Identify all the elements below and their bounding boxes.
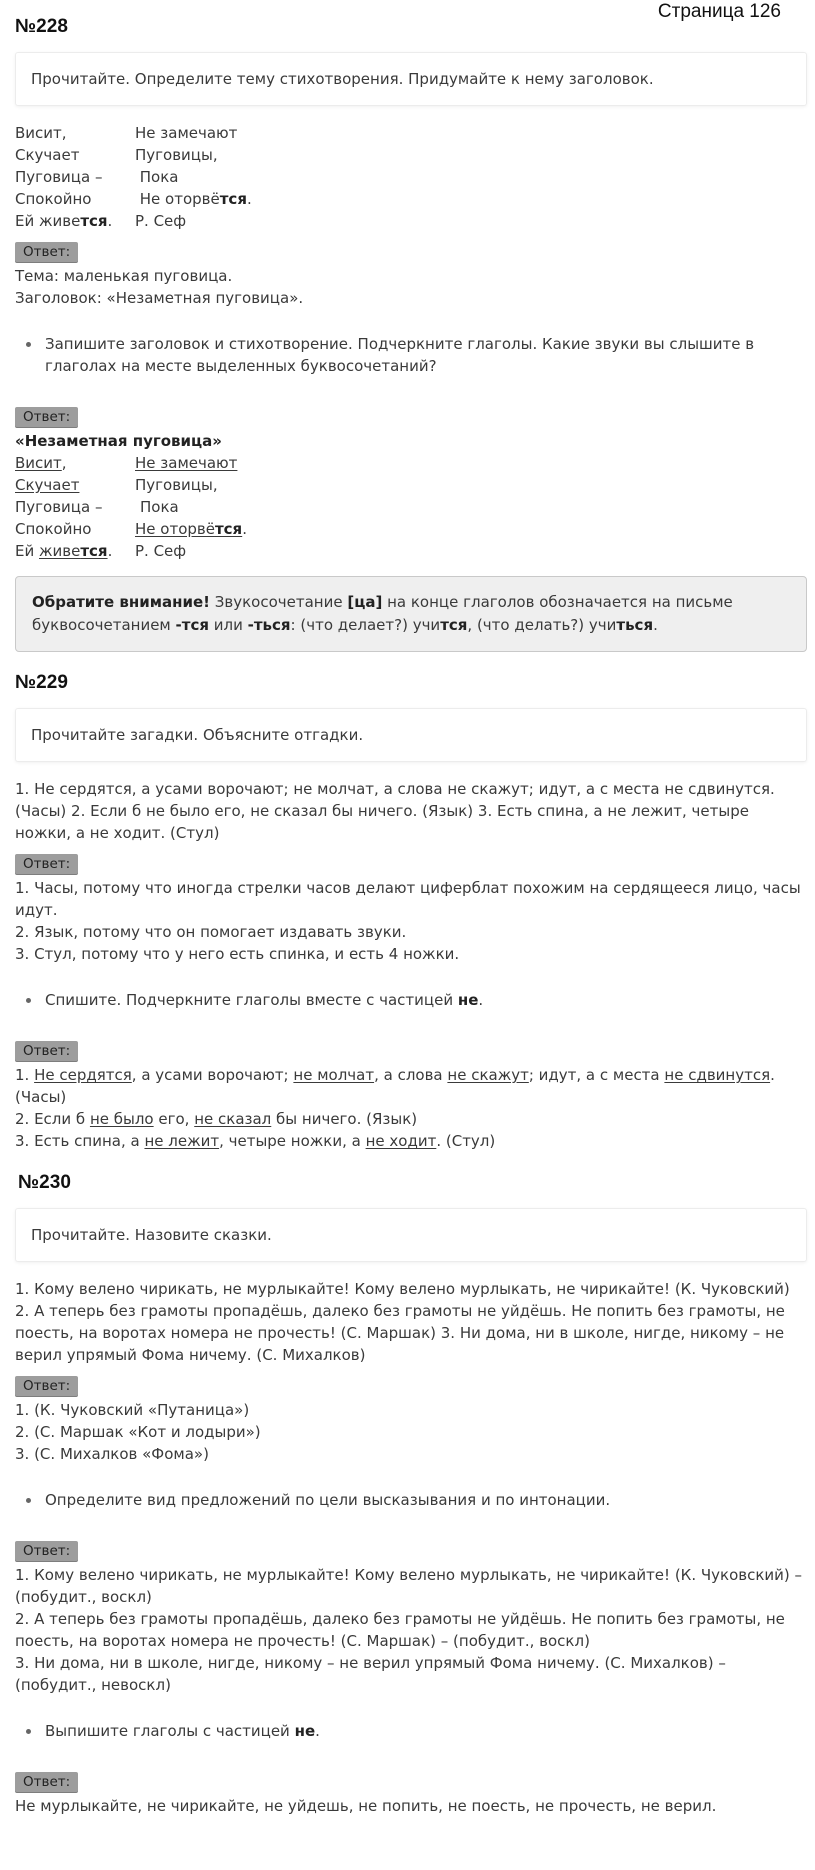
answer-tag: Ответ:: [15, 854, 78, 874]
answer-229-2: 1. Не сердятся, а усами ворочают; не молчат, а слова не скажут; идут, а с места не сдвинутся. (Часы) 2. Если б не было его, не сказал бы ничего. (Язык) 3. Есть спина, а не лежит, четыре ножки, а не ходит. (Стул): [15, 1066, 775, 1150]
tales-text: 1. Кому велено чирикать, не мурлыкайте! Кому велено мурлыкать, не чирикайте! (К. Чуковский) 2. А теперь без грамоты пропадёшь, далеко без грамоты не уйдёшь. Не попить без грамоты, не поесть, на воротах номера не прочесть! (С. Маршак) 3. Ни дома, ни в школе, нигде, никому – не верил упрямый Фома ничему. (С. Михалков): [15, 1280, 790, 1364]
attention-note: Обратите внимание! Звукосочетание [ца] на конце глаголов обозначается на письме буквосочетанием -тся или -ться: (что делает?) учится, (что делать?) учиться.: [15, 576, 807, 652]
poem-line: Скучает Пуговицы,: [15, 146, 218, 164]
poem-line: Спокойно Не оторвётся.: [15, 190, 252, 208]
content: [15, 14, 807, 1817]
page-label: Страница 126: [657, 1, 781, 22]
answer-230-2: 1. Кому велено чирикать, не мурлыкайте! Кому велено мурлыкать, не чирикайте! (К. Чуковский) – (побудит., воскл) 2. А теперь без грамоты пропадёшь, далеко без грамоты не уйдёшь. Не попить без грамоты, не поесть, на воротах номера не прочесть! (С. Маршак) – (побудит., воскл) 3. Ни дома, ни в школе, нигде, никому – не верил упрямый Фома ничему. (С. Михалков) – (побудит., невоскл): [15, 1566, 803, 1694]
answer-229-1: 1. Часы, потому что иногда стрелки часов делают циферблат похожим на сердящееся лицо, часы идут. 2. Язык, потому что он помогает издавать звуки. 3. Стул, потому что у него есть спинка, и есть 4 ножки.: [15, 879, 801, 963]
answer-tag: Ответ:: [15, 242, 78, 262]
poem-228: [15, 122, 807, 232]
answer-230-3: Не мурлыкайте, не чирикайте, не уйдешь, не попить, не поесть, не прочесть, не верил.: [15, 1797, 717, 1815]
question-228-2: Запишите заголовок и стихотворение. Подчеркните глаголы. Какие звуки вы слышите в глаголах на месте выделенных буквосочетаний?: [15, 333, 807, 377]
question-230-3: Выпишите глаголы с частицей не.: [15, 1720, 807, 1742]
task-box-228: Прочитайте. Определите тему стихотворения. Придумайте к нему заголовок.: [15, 52, 807, 106]
answer-230-1: 1. (К. Чуковский «Путаница») 2. (С. Маршак «Кот и лодыри») 3. (С. Михалков «Фома»): [15, 1401, 261, 1463]
exercise-number-230: №230: [18, 1172, 71, 1193]
answer-title: «Незаметная пуговица»: [15, 432, 222, 450]
exercise-number-229: №229: [15, 672, 68, 693]
answer-tag: Ответ:: [15, 1541, 78, 1561]
task-box-229: Прочитайте загадки. Объясните отгадки.: [15, 708, 807, 762]
answer-228-2: «Незаметная пуговица» Висит, Не замечают Скучает Пуговицы, Пуговица – Пока Спокойно Не оторвётся. Ей живется. Р. Сеф: [15, 430, 807, 562]
answer-tag: Ответ:: [15, 1376, 78, 1396]
poem-line: Висит, Не замечают: [15, 124, 238, 142]
question-230-2: Определите вид предложений по цели высказывания и по интонации.: [15, 1489, 807, 1511]
task-box-230: Прочитайте. Назовите сказки.: [15, 1208, 807, 1262]
answer-tag: Ответ:: [15, 1041, 78, 1061]
exercise-number-228: №228: [15, 16, 68, 37]
answer-tag: Ответ:: [15, 1772, 78, 1792]
poem-line: Пуговица – Пока: [15, 168, 179, 186]
riddles-text: 1. Не сердятся, а усами ворочают; не молчат, а слова не скажут; идут, а с места не сдвинутся. (Часы) 2. Если б не было его, не сказал бы ничего. (Язык) 3. Есть спина, а не лежит, четыре ножки, а не ходит. (Стул): [15, 780, 775, 842]
answer-tag: Ответ:: [15, 407, 78, 427]
answer-228-1: Тема: маленькая пуговица. Заголовок: «Незаметная пуговица».: [15, 267, 304, 307]
question-229-2: Спишите. Подчеркните глаголы вместе с частицей не.: [15, 989, 807, 1011]
poem-line: Ей живется. Р. Сеф: [15, 212, 187, 230]
